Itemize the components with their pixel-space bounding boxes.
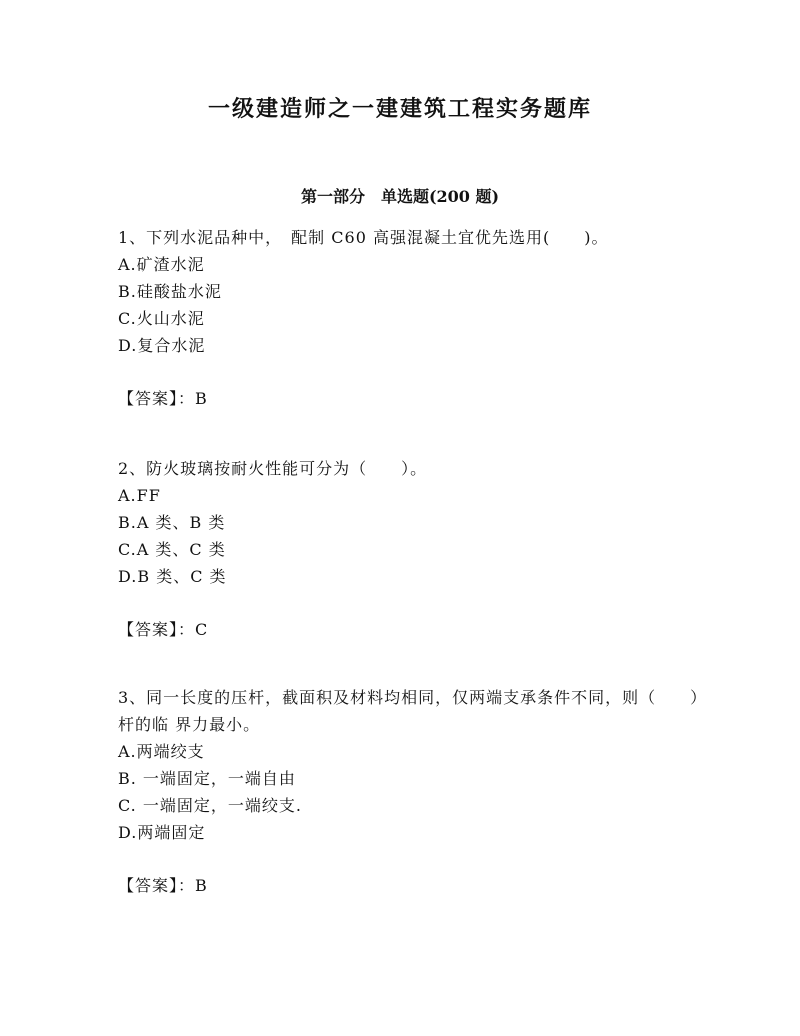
question-2 bbox=[118, 455, 718, 643]
option-b: B.硅酸盐水泥 bbox=[118, 282, 222, 301]
answer-line: 【答案】：C bbox=[118, 620, 209, 639]
option-b: B.A 类、B 类 bbox=[118, 513, 226, 532]
option-a: A.矿渣水泥 bbox=[118, 255, 205, 274]
option-d: D.复合水泥 bbox=[118, 336, 206, 355]
option-c: C. 一端固定，一端绞支. bbox=[118, 796, 302, 815]
question-stem: 3、同一长度的压杆，截面积及材料均相同，仅两端支承条件不同，则（ ）杆的临 界力最小。 bbox=[118, 688, 708, 734]
option-a: A.两端绞支 bbox=[118, 742, 205, 761]
question-stem: 2、防火玻璃按耐火性能可分为（ ）。 bbox=[118, 459, 428, 478]
option-c: C.火山水泥 bbox=[118, 309, 205, 328]
option-list bbox=[118, 482, 718, 590]
option-c: C.A 类、C 类 bbox=[118, 540, 226, 559]
option-list bbox=[118, 251, 718, 359]
question-3 bbox=[118, 684, 718, 899]
option-d: D.B 类、C 类 bbox=[118, 567, 227, 586]
question-1 bbox=[118, 224, 718, 412]
answer-line: 【答案】：B bbox=[118, 876, 208, 895]
question-stem: 1、下列水泥品种中， 配制 C60 高强混凝土宜优先选用( )。 bbox=[118, 228, 609, 247]
answer-line: 【答案】：B bbox=[118, 389, 208, 408]
option-a: A.FF bbox=[118, 486, 161, 505]
option-b: B. 一端固定，一端自由 bbox=[118, 769, 296, 788]
option-list bbox=[118, 738, 718, 846]
option-d: D.两端固定 bbox=[118, 823, 206, 842]
document-title: 一级建造师之一建建筑工程实务题库 bbox=[207, 96, 592, 122]
section-heading: 第一部分 单选题(200 题) bbox=[300, 187, 500, 206]
